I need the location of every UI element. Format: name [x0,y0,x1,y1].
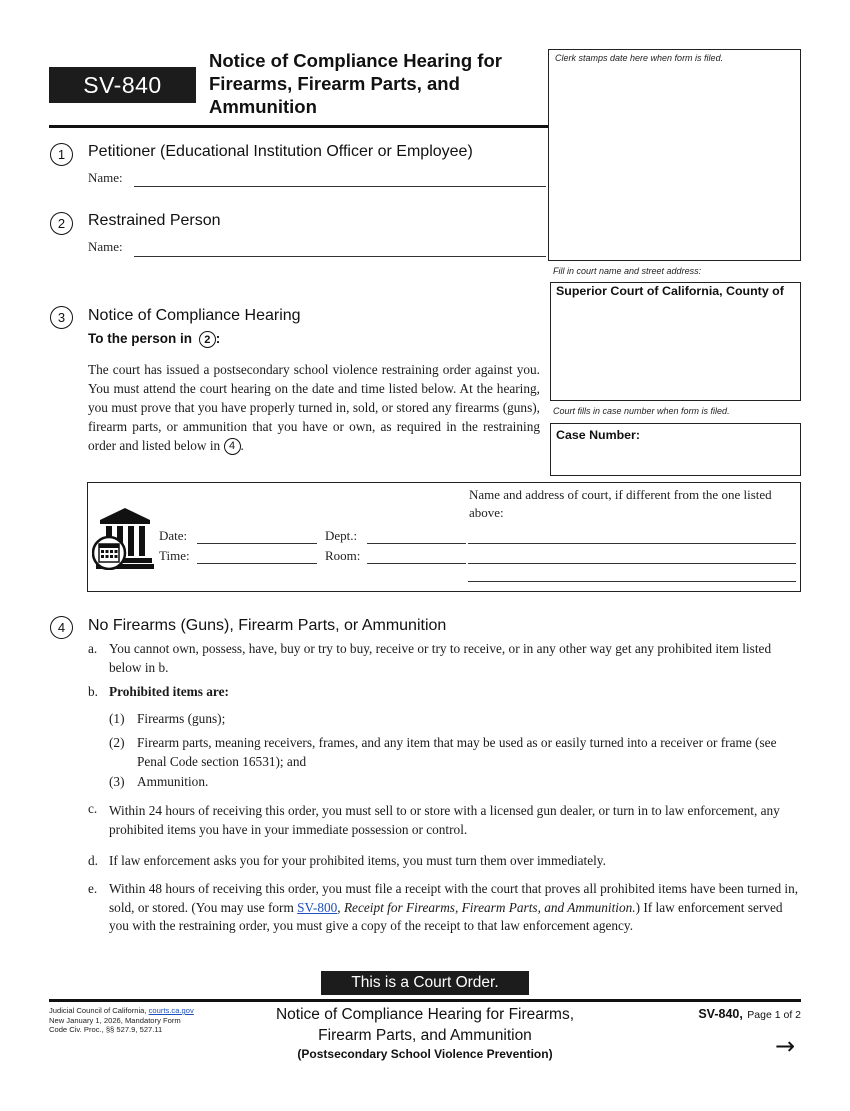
section-3-body-end: . [240,438,244,453]
section-1-number: 1 [50,143,73,166]
footer-rule [49,999,801,1002]
hearing-room-label: Room: [325,548,361,563]
court-address-box[interactable] [550,282,801,401]
hearing-date-field[interactable] [197,543,317,544]
footer-title-line-2: Firearm Parts, and Ammunition [318,1027,532,1044]
item-d-letter: d. [88,853,98,868]
item-e-text-2: ) If law enforcement served you with the restraining order, you must give a copy of the receipt to that law enforcement agency. [109,899,783,933]
item-b1-text: Firearms (guns); [137,711,226,726]
footer-left-line-2: New January 1, 2026, Mandatory Form [49,1015,181,1025]
section-3-body [88,360,540,455]
item-a-text: You cannot own, possess, have, buy or try to buy, receive or try to receive, or in any other way get any prohibited item listed below in b. [109,641,772,675]
section-3-number: 3 [50,306,73,329]
footer-center [230,1004,620,1063]
alt-court-address-line-2[interactable] [468,563,796,564]
section-4-number: 4 [50,616,73,639]
case-number-box[interactable] [550,423,801,476]
subtitle-suffix: : [215,331,221,347]
subtitle-prefix: To the person in [88,331,192,347]
section-3-title: Notice of Compliance Hearing [88,307,301,324]
hearing-time-label: Time: [159,548,190,563]
form-id-badge: SV-840 [49,67,196,103]
footer-subtitle: (Postsecondary School Violence Prevention) [297,1047,553,1061]
court-order-banner: This is a Court Order. [321,971,529,995]
clerk-stamp-box [548,49,801,261]
item-e-letter: e. [88,881,98,896]
item-b2-num: (2) [109,735,125,750]
item-b-letter: b. [88,684,98,699]
footer-left [49,1006,239,1035]
hearing-dept-label: Dept.: [325,528,358,543]
restrained-name-field[interactable] [134,256,546,257]
petitioner-name-label: Name: [88,170,123,185]
footer-page-number: Page 1 of 2 [747,1009,801,1021]
alt-court-address-line-3[interactable] [468,581,796,582]
alt-court-address-label: Name and address of court, if different from the one listed above: [469,487,772,520]
section-2-number: 2 [50,212,73,235]
sv-800-link[interactable]: SV-800 [297,899,338,915]
item-b1-num: (1) [109,711,125,726]
item-b-text: Prohibited items are: [109,684,229,699]
footer-left-line-1: Judicial Council of California, courts.ca.gov [49,1006,194,1015]
case-number-label: Case Number: [556,428,641,442]
courts-link[interactable]: courts.ca.gov [148,1006,194,1015]
item-c-text: Within 24 hours of receiving this order, you must sell to or store with a licensed gun dealer, or turn in to law enforcement, any prohibited items you have in your immediate possession or control. [109,803,780,837]
item-a-letter: a. [88,641,98,656]
hearing-dept-field[interactable] [367,543,466,544]
item-c-letter: c. [88,801,98,816]
petitioner-name-field[interactable] [134,186,546,187]
footer-page-info [698,1005,801,1023]
hearing-room-field[interactable] [367,563,466,564]
clerk-stamp-label: Clerk stamps date here when form is filed. [555,53,724,63]
section-3-subtitle [88,331,220,348]
item-b2-text: Firearm parts, meaning receivers, frames, and any item that may be used as or easily turned into a receiver or frame (see Penal Code section 16531); and [137,735,777,769]
ref-section-4: 4 [224,438,241,455]
item-e-italic: Receipt for Firearms, Firearm Parts, and Ammunition. [343,899,636,915]
item-e-text: Within 48 hours of receiving this order, you must file a receipt with the court that proves all prohibited items have been turned in, sold, or stored. (You may use form SV-800, Receipt for Firearms, Firearm Parts, and Ammunition.) If law enforcement served you with the restraining order, you must give a copy of the receipt to that law enforcement agency. [109,881,799,933]
next-page-arrow-icon[interactable]: → [775,1032,796,1060]
courthouse-calendar-icon [92,506,154,570]
alt-court-address-line-1[interactable] [468,543,796,544]
hearing-time-field[interactable] [197,563,317,564]
case-number-hint: Court fills in case number when form is filed. [553,406,730,416]
ref-section-2: 2 [199,331,216,348]
item-e-text-1: Within 48 hours of receiving this order, you must file a receipt with the court that proves all prohibited items have been turned in, sold, or stored. (You may use form [109,881,799,915]
footer-title-line-1: Notice of Compliance Hearing for Firearms, [275,1006,575,1023]
section-1-title: Petitioner (Educational Institution Officer or Employee) [88,143,473,160]
hearing-date-label: Date: [159,528,188,543]
header-rule [49,125,548,128]
footer-form-id: SV-840, [698,1007,743,1021]
court-address-label: Fill in court name and street address: [553,266,702,276]
item-b3-num: (3) [109,774,125,789]
court-name-text: Superior Court of California, County of [556,284,784,298]
item-d-text: If law enforcement asks you for your prohibited items, you must turn them over immediately. [109,853,606,868]
section-4-title: No Firearms (Guns), Firearm Parts, or Ammunition [88,617,447,634]
item-b3-text: Ammunition. [137,774,209,789]
restrained-name-label: Name: [88,239,123,254]
footer-left-line-3: Code Civ. Proc., §§ 527.9, 527.11 [49,1025,163,1034]
form-title: Notice of Compliance Hearing for Firearms, Firearm Parts, and Ammunition [209,50,502,117]
section-3-body-text: The court has issued a postsecondary school violence restraining order against you. You must attend the court hearing on the date and time listed below. At the hearing, you must prove that you have properly turned in, sold, or stored any firearms (guns), firearm parts, or ammunition that you have or own, as required in the restraining order and listed below in [88,362,540,453]
section-2-title: Restrained Person [88,212,221,229]
